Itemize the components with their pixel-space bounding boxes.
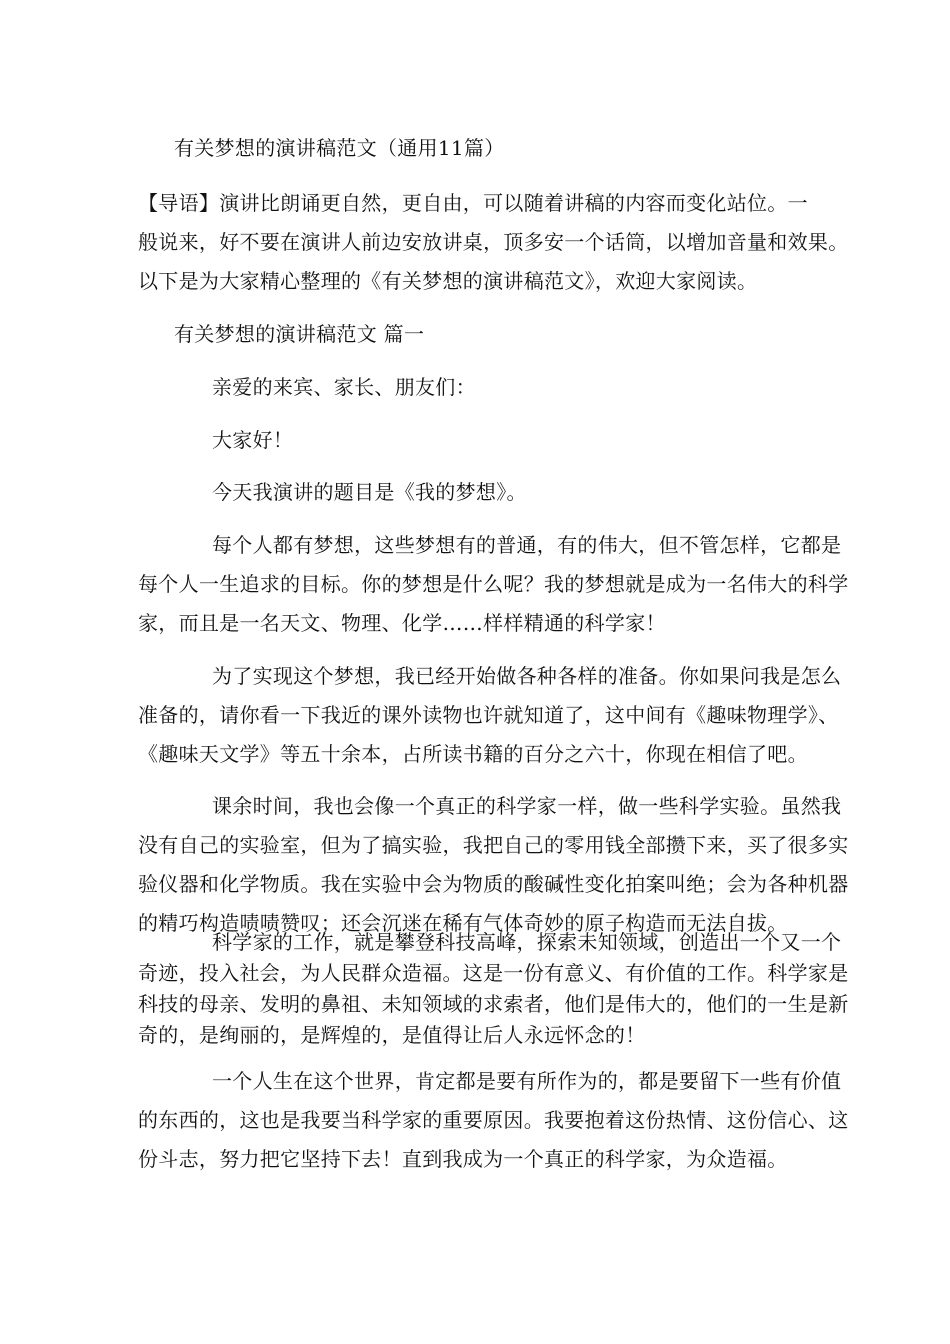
topic-line: 今天我演讲的题目是《我的梦想》。 bbox=[212, 480, 527, 504]
paragraph-line: 份斗志，努力把它坚持下去！直到我成为一个真正的科学家，为众造福。 bbox=[138, 1147, 788, 1171]
paragraph-line: 奇迹，投入社会，为人民群众造福。这是一份有意义、有价值的工作。科学家是 bbox=[138, 961, 849, 985]
document-title: 有关梦想的演讲稿范文（通用11篇） bbox=[174, 136, 505, 160]
intro-line: 【导语】演讲比朗诵更自然，更自由，可以随着讲稿的内容而变化站位。一 bbox=[138, 191, 808, 215]
salutation: 亲爱的来宾、家长、朋友们： bbox=[212, 375, 476, 399]
paragraph-line: 每个人一生追求的目标。你的梦想是什么呢？我的梦想就是成为一名伟大的科学 bbox=[138, 572, 849, 596]
paragraph-line: 的精巧构造啧啧赞叹；还会沉迷在稀有气体奇妙的原子构造而无法自拔。 bbox=[138, 911, 788, 935]
paragraph-line: 家，而且是一名天文、物理、化学……样样精通的科学家！ bbox=[138, 611, 666, 635]
paragraph-line: 《趣味天文学》等五十余本，占所读书籍的百分之六十，你现在相信了吧。 bbox=[138, 742, 808, 766]
paragraph-line: 奇的，是绚丽的，是辉煌的，是值得让后人永远怀念的！ bbox=[138, 1023, 646, 1047]
intro-line: 般说来，好不要在演讲人前边安放讲桌，顶多安一个话筒，以增加音量和效果。 bbox=[138, 230, 849, 254]
paragraph-line: 课余时间，我也会像一个真正的科学家一样，做一些科学实验。虽然我 bbox=[212, 794, 842, 818]
paragraph-line: 没有自己的实验室，但为了搞实验，我把自己的零用钱全部攒下来，买了很多实 bbox=[138, 833, 849, 857]
paragraph-line: 的东西的，这也是我要当科学家的重要原因。我要抱着这份热情、这份信心、这 bbox=[138, 1108, 849, 1132]
paragraph-line: 科技的母亲、发明的鼻祖、未知领域的求索者，他们是伟大的，他们的一生是新 bbox=[138, 992, 849, 1016]
greeting: 大家好！ bbox=[212, 428, 294, 452]
paragraph-line: 科学家的工作，就是攀登科技高峰，探索未知领域，创造出一个又一个 bbox=[212, 930, 842, 954]
section-heading: 有关梦想的演讲稿范文 篇一 bbox=[174, 322, 425, 346]
paragraph-line: 准备的，请你看一下我近的课外读物也许就知道了，这中间有《趣味物理学》、 bbox=[138, 703, 839, 727]
paragraph-line: 一个人生在这个世界，肯定都是要有所作为的，都是要留下一些有价值 bbox=[212, 1069, 842, 1093]
intro-line: 以下是为大家精心整理的《有关梦想的演讲稿范文》，欢迎大家阅读。 bbox=[138, 269, 758, 293]
paragraph-line: 验仪器和化学物质。我在实验中会为物质的酸碱性变化拍案叫绝；会为各种机器 bbox=[138, 872, 849, 896]
paragraph-line: 为了实现这个梦想，我已经开始做各种各样的准备。你如果问我是怎么 bbox=[212, 664, 842, 688]
paragraph-line: 每个人都有梦想，这些梦想有的普通，有的伟大，但不管怎样，它都是 bbox=[212, 533, 842, 557]
